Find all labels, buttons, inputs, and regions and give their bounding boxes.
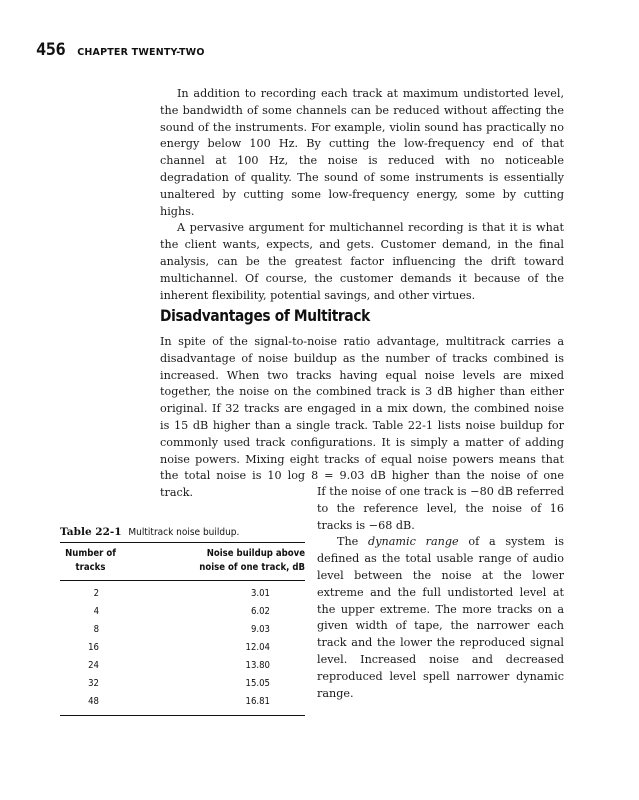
cell-tracks: 24 <box>88 660 99 671</box>
table-caption-text: Multitrack noise buildup. <box>128 527 240 538</box>
cell-tracks: 16 <box>88 642 99 653</box>
cell-buildup: 15.05 <box>245 678 270 689</box>
cell-buildup: 9.03 <box>250 624 270 635</box>
chapter-title: CHAPTER TWENTY-TWO <box>77 47 205 58</box>
section-heading: Disadvantages of Multitrack <box>160 306 370 325</box>
cell-tracks: 48 <box>88 696 99 707</box>
table-row <box>60 675 305 693</box>
table-row <box>60 603 305 621</box>
section-paragraph-2 <box>317 534 564 702</box>
section-paragraph-1: In spite of the signal-to-noise ratio advantage, multitrack carries a disadvantage of noise buildup as the number of tracks combined is increased. When two tracks having equal noise levels are mixed together, the noise on the combined track is 3 dB higher than either original. If 32 tracks are engaged in a mix down, the combined noise is 15 dB higher than a single track. Table 22-1 lists noise buildup for commonly used track configurations. It is simply a matter of adding noise powers. Mixing eight tracks of equal noise powers means that the total noise is 10 log 8 = 9.03 dB higher than the noise of one track. <box>160 335 564 500</box>
cell-tracks: 2 <box>93 588 99 599</box>
page-number: 456 <box>36 40 66 60</box>
table-number: Table 22-1 <box>60 526 122 538</box>
intro-paragraph-2: A pervasive argument for multichannel recording is that it is what the client wants, expects, and gets. Customer demand, in the final analysis, can be the greatest factor influencing the drift toward multichannel. Of course, the customer demands it because of the inherent flexibility, potential savings, and other virtues. <box>160 221 564 302</box>
running-header <box>36 40 205 60</box>
dynamic-range-term: dynamic range <box>368 535 459 549</box>
table-row <box>60 657 305 675</box>
cell-tracks: 32 <box>88 678 99 689</box>
table-caption <box>60 526 305 543</box>
table-row <box>60 621 305 639</box>
table-row <box>60 585 305 603</box>
noise-buildup-table <box>60 526 305 716</box>
noise-table <box>60 547 305 711</box>
right-column-text <box>317 484 564 702</box>
cell-buildup: 16.81 <box>245 696 270 707</box>
table-bottom-rule <box>60 715 305 716</box>
table-row <box>60 639 305 657</box>
intro-text <box>160 86 564 304</box>
intro-paragraph-1: In addition to recording each track at maximum undistorted level, the bandwidth of some channels can be reduced without affecting the sound of the instruments. For example, violin sound has practically no energy below 100 Hz. By cutting the low-frequency end of that channel at 100 Hz, the noise is reduced with no noticeable degradation of quality. The sound of some instruments is essentially unaltered by cutting some low-frequency energy, some by cutting highs. <box>160 87 564 218</box>
paragraph-2-rest: of a system is defined as the total usable range of audio level between the noise at the lower extreme and the full undistorted level at the upper extreme. The more tracks on a given width of tape, the narrower each track and the lower the reproduced signal level. Increased noise and decreased reproduced level spell narrower dynamic range. <box>317 535 564 700</box>
cell-tracks: 4 <box>93 606 99 617</box>
section-paragraph-1-continued: If the noise of one track is −80 dB referred to the reference level, the noise of 16 tracks is −68 dB. <box>317 485 564 532</box>
cell-tracks: 8 <box>93 624 99 635</box>
column-header-buildup: Noise buildup above noise of one track, dB <box>199 548 305 573</box>
paragraph-2-prefix: The <box>337 535 359 549</box>
column-header-tracks: Number of tracks <box>65 548 116 573</box>
cell-buildup: 13.80 <box>245 660 270 671</box>
cell-buildup: 12.04 <box>245 642 270 653</box>
cell-buildup: 6.02 <box>250 606 270 617</box>
table-row <box>60 693 305 711</box>
section-text <box>160 334 564 502</box>
cell-buildup: 3.01 <box>250 588 270 599</box>
